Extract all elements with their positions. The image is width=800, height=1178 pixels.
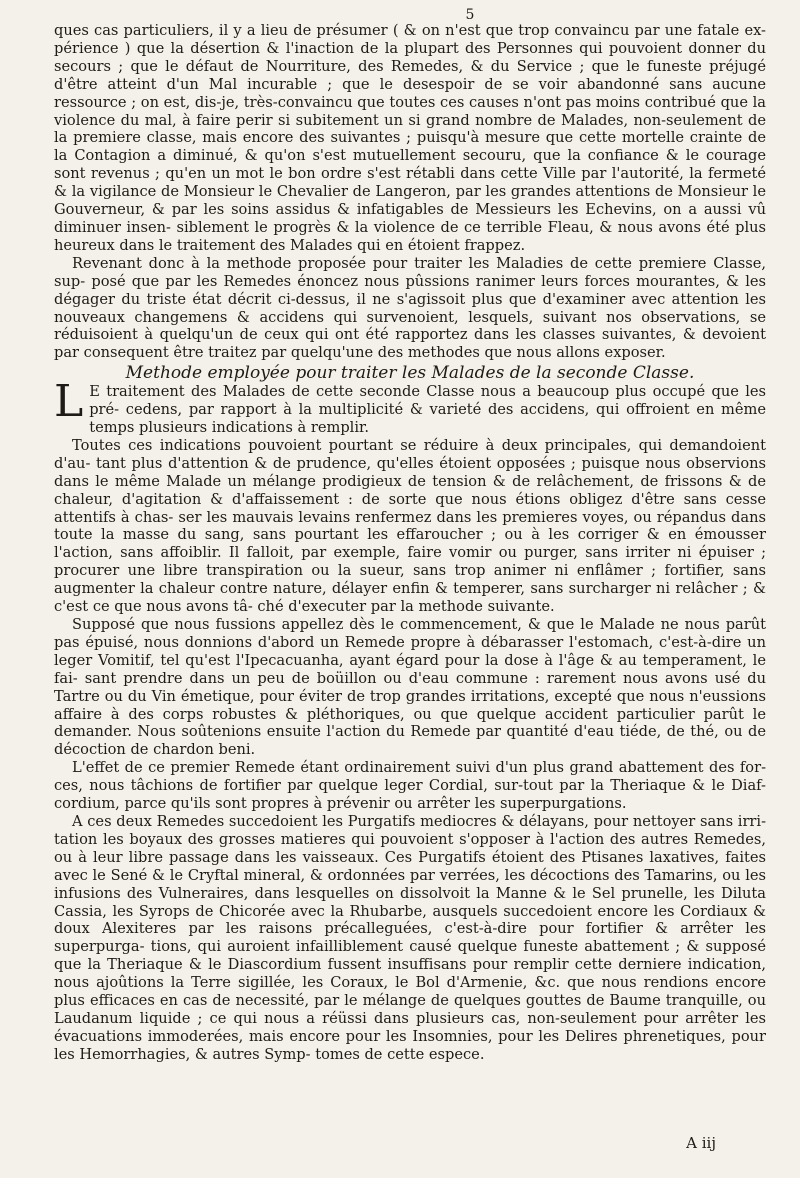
dropcap-paragraph <box>54 376 766 437</box>
paragraph-3: E traitement des Malades de cette seconde Classe nous a beaucoup plus occupé que les pré- cedens, par rapport à la multiplicité & varieté des accidens, qui offroient en même temps plusieurs indications à remplir. <box>89 383 766 437</box>
paragraph-5: Supposé que nous fussions appellez dès le commencement, & que le Malade ne nous parût pas épuisé, nous donnions d'abord un Remede propre à débarasser l'estomach, c'est-à-dire un leger Vomitif, tel qu'est l'Ipecacuanha, ayant égard pour la dose à l'âge & au temperament, le fai- sant prendre dans un peu de boüillon ou d'eau commune : rarement nous avons usé du Tartre ou du Vin émetique, pour éviter de trop grandes irritations, excepté que nous n'eussions affaire à des corps robustes & pléthoriques, ou que quelque accident particulier parût le demander. Nous soûtenions ensuite l'action du Remede par quantité d'eau tiéde, de thé, ou de décoction de chardon beni. <box>54 616 766 759</box>
section-title: Methode employée pour traiter les Malades de la seconde Classe. <box>125 363 695 384</box>
paragraph-2: Revenant donc à la methode proposée pour traiter les Maladies de cette premiere Classe, sup- posé que par les Remedes énoncez nous pûssions ranimer leurs forces mourantes, & les dégager du triste état décrit ci-dessus, il ne s'agissoit plus que d'examiner avec attention les nouveaux changemens & accidens qui survenoient, lesquels, suivant nos observations, se réduisoient à quelqu'un de ceux qui ont été rapportez dans les classes suivantes, & devoient par consequent être traitez par quelqu'une des methodes que nous allons exposer. <box>54 254 766 362</box>
paragraph-7: A ces deux Remedes succedoient les Purgatifs mediocres & délayans, pour nettoyer sans irri- tation les boyaux des grosses matieres qui pouvoient s'opposer à l'action des autres Remedes, ou à leur libre passage dans les vaisseaux. Ces Purgatifs étoient des Ptisanes laxatives, faites avec le Sené & le Cryftal mineral, & ordonnées par verrées, les décoctions des Tamarins, ou les infusions des Vulneraires, dans lesquelles on dissolvoit la Manne & le Sel prunelle, les Diluta Cassia, les Syrops de Chicorée avec la Rhubarbe, ausquels succedoient encore les Cordiaux & doux Alexiteres par les raisons précalleguées, c'est-à-dire pour fortifier & arrêter les superpurga- tions, qui auroient infailliblement causé quelque funeste abattement ; & supposé que la Theriaque & le Diascordium fussent insuffisans pour remplir cette derniere indication, nous ajoûtions la Terre sigillée, les Coraux, le Bol d'Armenie, &c. que nous rendions encore plus efficaces en cas de necessité, par le mélange de quelques gouttes de Baume tranquille, ou Laudanum liquide ; ce qui nous a réüssi dans plusieurs cas, non-seulement pour arrêter les évacuations immoderées, mais encore pour les Insomnies, pour les Delires phrenetiques, pour les Hemorrhagies, & autres Symp- tomes de cette espece. <box>54 812 766 1063</box>
drop-cap-letter: L <box>54 376 84 428</box>
signature-mark: A iij <box>686 1134 716 1152</box>
paragraph-4: Toutes ces indications pouvoient pourtant se réduire à deux principales, qui demandoient d'au- tant plus d'attention & de prudence, qu'elles étoient opposées ; puisque nous observions dans le même Malade un mélange prodigieux de tension & de relâchement, de frissons & de chaleur, d'agitation & d'affaissement : de sorte que nous étions obligez d'être sans cesse attentifs à chas- ser les mauvais levains renfermez dans les premieres voyes, ou répandus dans toute la masse du sang, sans pourtant les effaroucher ; ou à les corriger & en émousser l'action, sans affoiblir. Il falloit, par exemple, faire vomir ou purger, sans irriter ni épuiser ; procurer une libre transpiration ou la sueur, sans trop animer ni enflâmer ; fortifier, sans augmenter la chaleur contre nature, délayer enfin & temperer, sans surcharger ni relâcher ; & c'est ce que nous avons tâ- ché d'executer par la methode suivante. <box>54 436 766 616</box>
paragraph-1: ques cas particuliers, il y a lieu de présumer ( & on n'est que trop convaincu par une fatale ex- périence ) que la désertion & l'inaction de la plupart des Personnes qui pouvoient donner du secours ; que le défaut de Nourriture, des Remedes, & du Service ; que le funeste préjugé d'être atteint d'un Mal incurable ; que le desespoir de se voir abandonné sans aucune ressource ; on est, dis-je, très-convaincu que toutes ces causes n'ont pas moins contribué que la violence du mal, à faire perir si subitement un si grand nombre de Malades, non-seulement de la premiere classe, mais encore des suivantes ; puisqu'à mesure que cette mortelle crainte de la Contagion a diminué, & qu'on s'est mutuellement secouru, que la confiance & le courage sont revenus ; qu'en un mot le bon ordre s'est rétabli dans cette Ville par l'autorité, la fermeté & la vigilance de Monsieur le Chevalier de Langeron, par les grandes attentions de Monsieur le Gouverneur, & par les soins assidus & infatigables de Messieurs les Echevins, on a aussi vû diminuer insen- siblement le progrès & la violence de ce terrible Fleau, & nous avons été plus heureux dans le traitement des Malades qui en étoient frappez. <box>54 22 766 254</box>
paragraph-6: L'effet de ce premier Remede étant ordinairement suivi d'un plus grand abattement des for- ces, nous tâchions de fortifier par quelque leger Cordial, sur-tout par la Theriaque & le Diaf- cordium, parce qu'ils sont propres à prévenir ou arrêter les superpurgations. <box>54 759 766 813</box>
page-number: 5 <box>465 7 475 23</box>
